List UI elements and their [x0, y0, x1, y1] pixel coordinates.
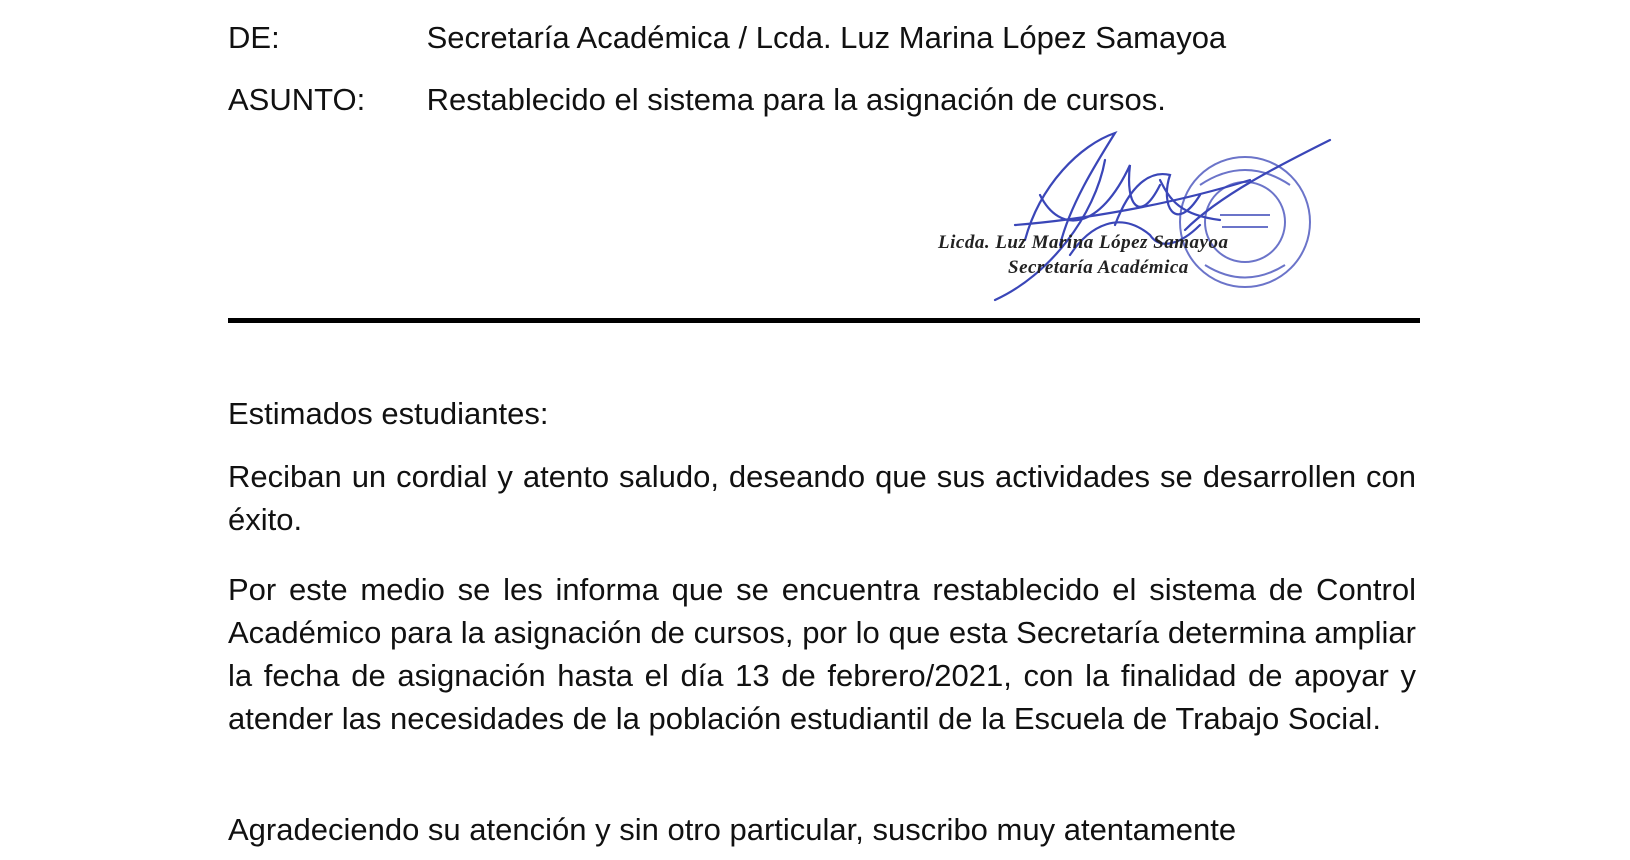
memo-subject-row [228, 80, 1166, 120]
letter-paragraph: Reciban un cordial y atento saludo, deseando que sus actividades se desarrollen con éxito. [228, 459, 1416, 537]
letter-paragraph: Por este medio se les informa que se encuentra restablecido el sistema de Control Académico para la asignación de cursos, por lo que esta Secretaría determina ampliar la fecha de asignación hasta el día 13 de febrero/2021, con la finalidad de apoyar y atender las necesidades de la población estudiantil de la Escuela de Trabajo Social. [228, 572, 1416, 736]
signature-stamp-graphic [920, 125, 1400, 320]
signature-block [920, 125, 1400, 320]
letter-closing: Agradeciendo su atención y sin otro particular, suscribo muy atentamente [228, 812, 1237, 847]
memo-subject-label: ASUNTO: [228, 82, 366, 117]
official-seal-icon [1180, 157, 1310, 287]
memo-from-row [228, 18, 1226, 58]
memo-from-value: Secretaría Académica / Lcda. Luz Marina López Samayoa [426, 20, 1227, 55]
letter-greeting: Estimados estudiantes: [228, 396, 549, 431]
signer-name: Licda. Luz Marina López Samayoa [938, 232, 1229, 253]
signer-title: Secretaría Académica [1008, 257, 1189, 278]
memo-subject-value: Restablecido el sistema para la asignación de cursos. [426, 82, 1166, 117]
memo-from-label: DE: [228, 20, 280, 55]
header-divider [228, 318, 1420, 323]
